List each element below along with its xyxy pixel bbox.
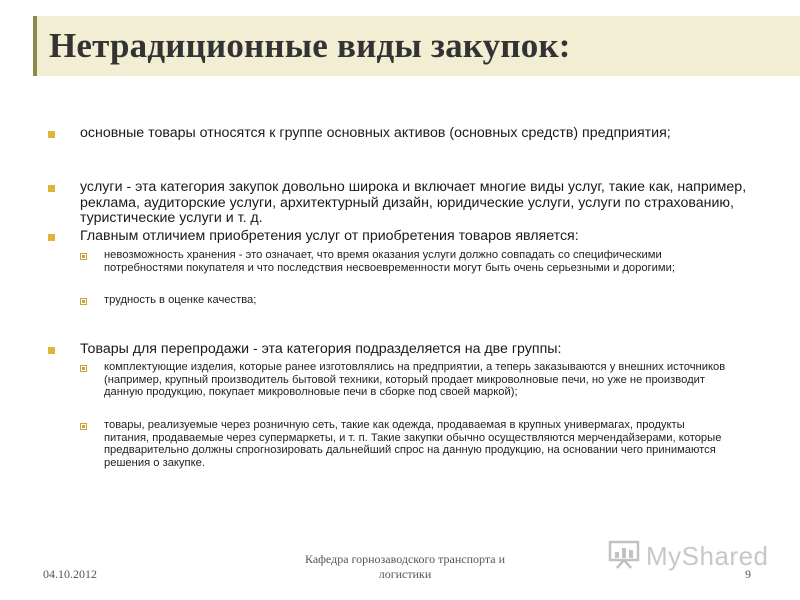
page-number: 9 — [745, 567, 751, 581]
sub-item-text: трудность в оценке качества; — [104, 294, 257, 306]
bullet-marker — [48, 131, 55, 138]
sub-bullet-icon — [80, 365, 87, 372]
bullet-marker — [48, 234, 55, 241]
bullet-text-1: основные товары относятся к группе основных активов (основных средств) предприятия; — [80, 125, 671, 141]
sub-item-text: комплектующие изделия, которые ранее изготовлялись на предприятии, а теперь заказываются у внешних источников (например, крупный производитель бытовой техники, который продает микроволновые печи, но уже не производит данную продукцию, покупает микроволновые печи в сборке под своей маркой); — [104, 361, 726, 399]
sub-item-text: товары, реализуемые через розничную сеть, такие как одежда, продаваемая в крупных универмагах, продукты питания, продаваемые через супермаркеты, и т. п. Такие закупки обычно осуществляются мерчендайзерами, которые предварительно должны спрогнозировать дальнейший спрос на данную продукцию, на основании чего принимаются решения о закупке. — [104, 419, 722, 469]
slide-title: Нетрадиционные виды закупок: — [49, 26, 571, 65]
watermark-text: MyShared — [646, 540, 769, 571]
sub-item-text: невозможность хранения - это означает, что время оказания услуги должно совпадать со специфическими потребностями покупателя и что последствия несвоевременности могут быть очень серьезными и дорогими; — [104, 249, 675, 274]
bullet-text-3: Главным отличием приобретения услуг от приобретения товаров является: — [80, 228, 579, 244]
sub-bullet-icon — [80, 253, 87, 260]
sub-bullet-icon — [80, 423, 87, 430]
footer-department: Кафедра горнозаводского транспорта и логистики — [304, 552, 506, 581]
presentation-board-icon — [608, 539, 640, 574]
watermark — [608, 536, 769, 576]
bullet-marker — [48, 185, 55, 192]
footer-date: 04.10.2012 — [43, 567, 97, 581]
bullet-text-2: услуги - эта категория закупок довольно широка и включает многие виды услуг, такие как, например, реклама, аудиторские услуги, архитектурный дизайн, юридические услуги, услуги по страхованию, туристические услуги и т. д. — [80, 179, 747, 226]
sub-bullet-icon — [80, 298, 87, 305]
bullet-text-4: Товары для перепродажи - эта категория подразделяется на две группы: — [80, 341, 562, 357]
bullet-marker — [48, 347, 55, 354]
